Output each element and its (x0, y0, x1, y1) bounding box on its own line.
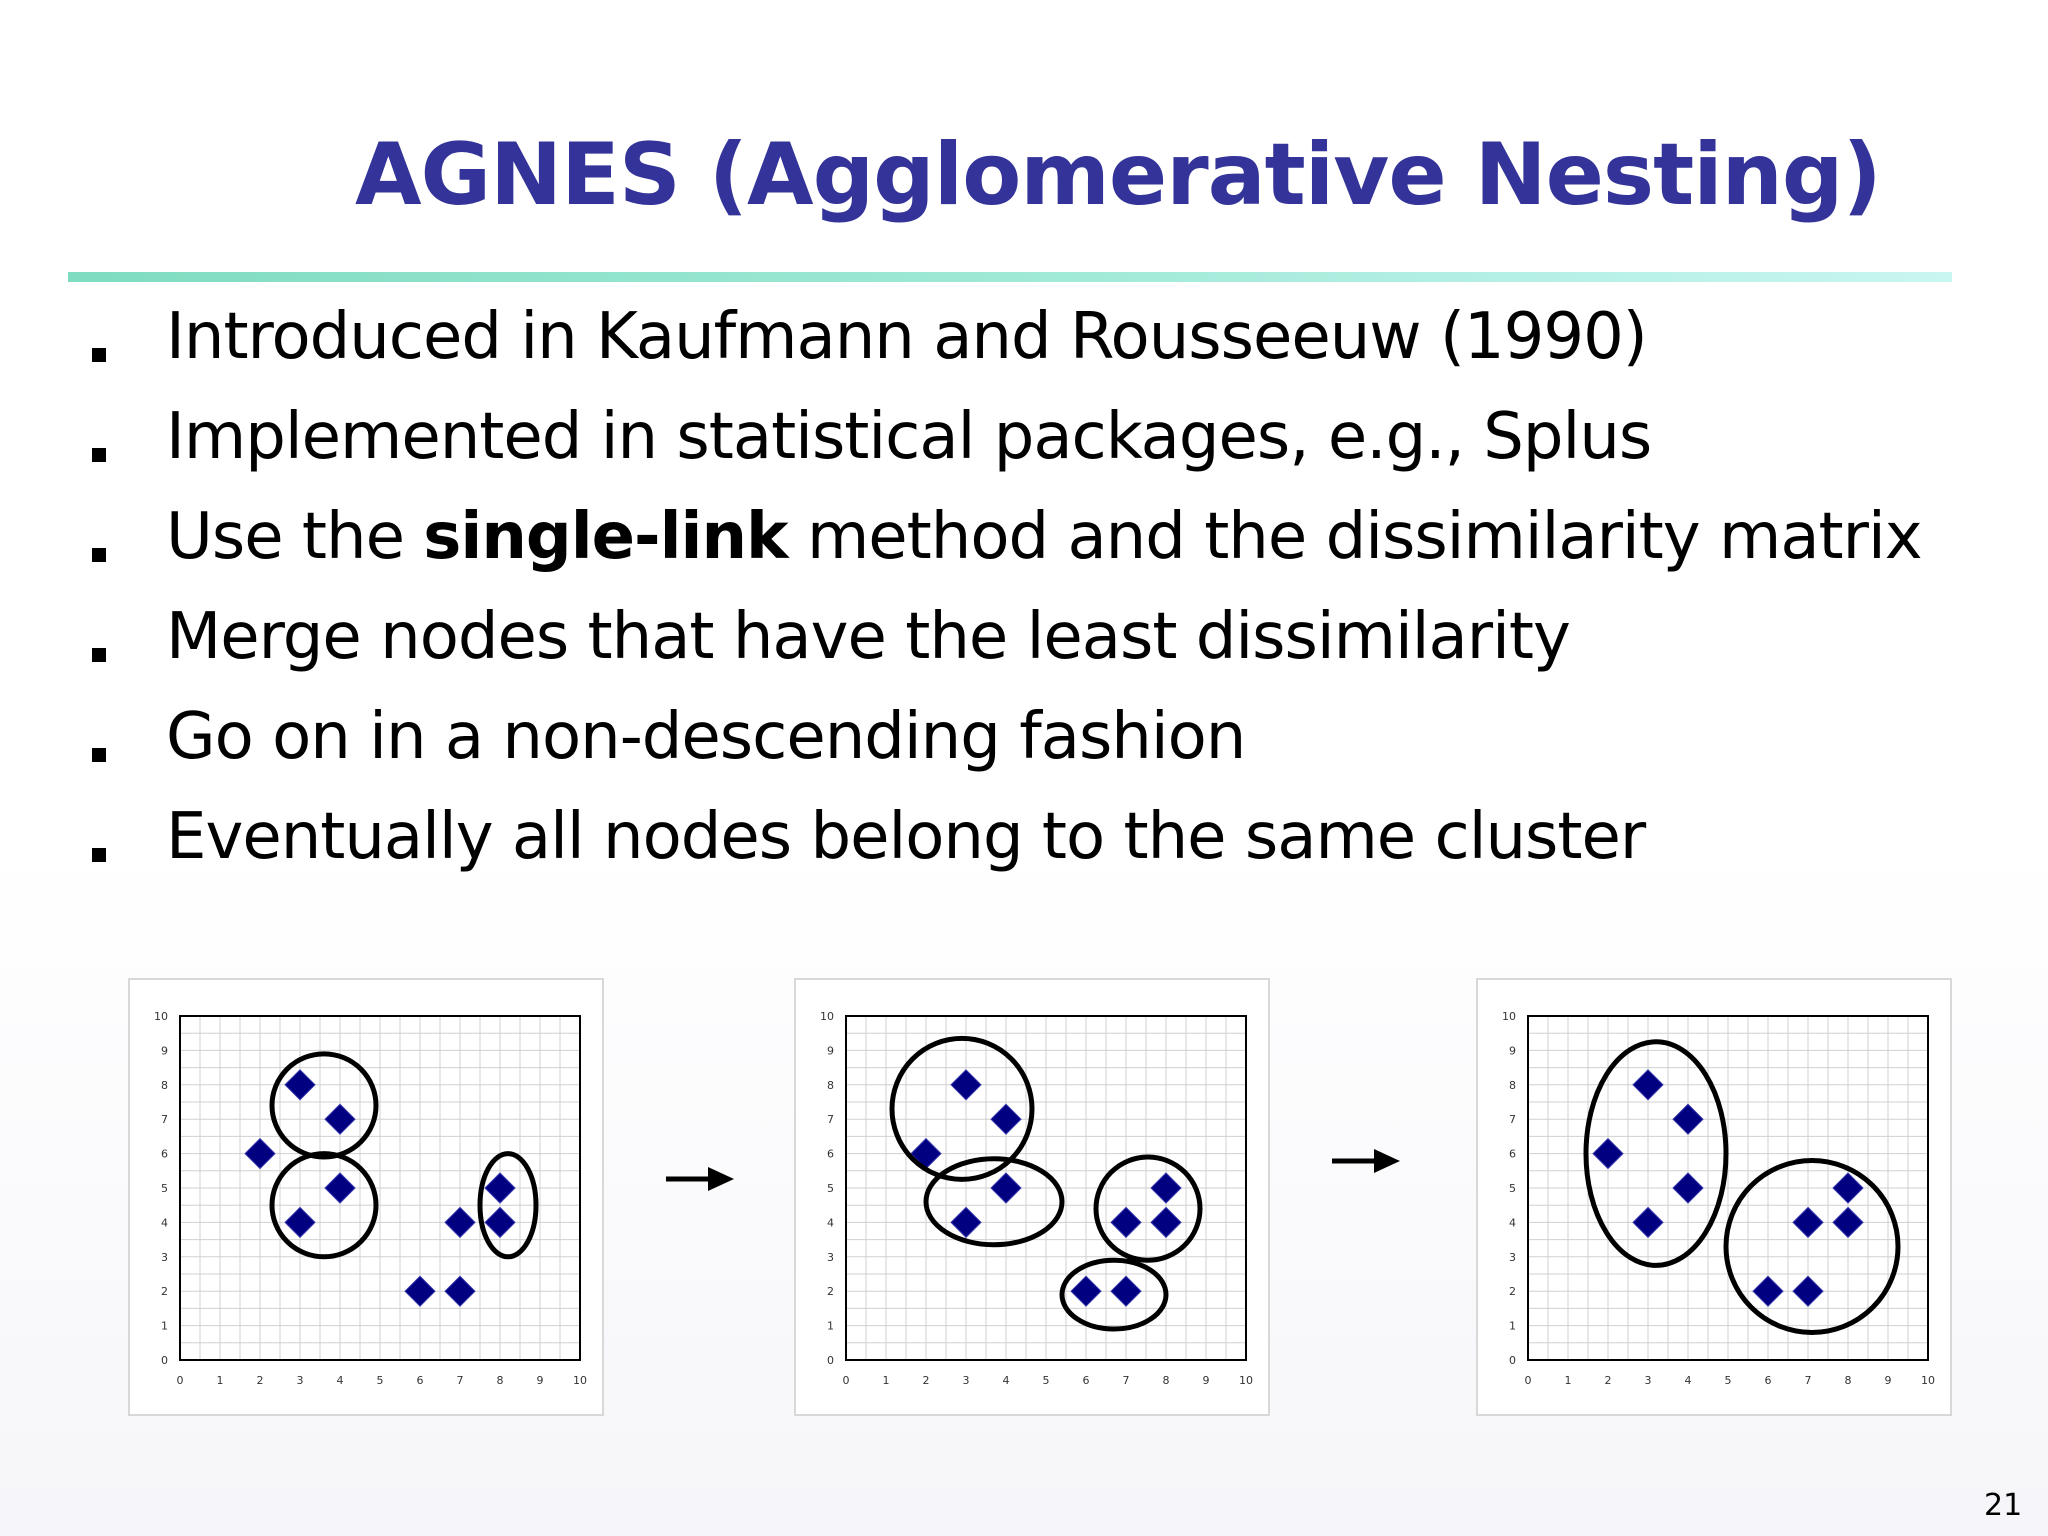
x-tick-label: 0 (842, 1374, 850, 1387)
x-tick-label: 10 (1239, 1374, 1253, 1387)
x-tick-label: 4 (1684, 1374, 1692, 1387)
scatter-chart-step-2 (796, 980, 1268, 1414)
bullet-text-end: method and the dissimilarity matrix (787, 500, 1922, 574)
bullet-item (0, 700, 2000, 790)
data-point-diamond (1593, 1139, 1623, 1169)
y-tick-label: 10 (820, 1010, 834, 1023)
x-tick-label: 4 (336, 1374, 344, 1387)
y-tick-label: 5 (827, 1182, 834, 1195)
x-tick-label: 7 (1122, 1374, 1130, 1387)
bullet-square-icon (92, 748, 106, 762)
bullet-text: Introduced in Kaufmann and Rousseeuw (1990) (166, 300, 1647, 374)
x-tick-label: 3 (962, 1374, 970, 1387)
bullet-item (0, 500, 2000, 590)
y-tick-label: 1 (827, 1319, 834, 1333)
data-point-diamond (1151, 1173, 1181, 1203)
cluster-ellipse (1726, 1160, 1898, 1332)
data-point-diamond (1673, 1104, 1703, 1134)
y-tick-label: 9 (1509, 1044, 1516, 1058)
x-tick-label: 9 (1884, 1374, 1892, 1387)
slide-title: AGNES (Agglomerative Nesting) (355, 125, 1881, 225)
x-tick-label: 9 (536, 1374, 544, 1387)
x-tick-label: 9 (1202, 1374, 1210, 1387)
y-tick-label: 0 (1509, 1354, 1516, 1367)
y-tick-label: 3 (1509, 1250, 1516, 1264)
right-arrow-icon (664, 1162, 736, 1196)
bullet-square-icon (92, 448, 106, 462)
bullet-item (0, 800, 2000, 890)
data-point-diamond (405, 1276, 435, 1306)
x-tick-label: 4 (1002, 1374, 1010, 1387)
y-tick-label: 2 (1509, 1285, 1516, 1299)
y-tick-label: 2 (161, 1285, 168, 1299)
page-number: 21 (1984, 1488, 2023, 1523)
y-tick-label: 6 (827, 1147, 834, 1161)
bullet-square-icon (92, 348, 106, 362)
data-point-diamond (485, 1173, 515, 1203)
data-point-diamond (1071, 1276, 1101, 1306)
x-tick-label: 6 (416, 1374, 424, 1387)
y-tick-label: 9 (827, 1044, 834, 1058)
data-point-diamond (1833, 1207, 1863, 1237)
y-tick-label: 0 (161, 1354, 168, 1367)
bullet-item (0, 600, 2000, 690)
scatter-panel-step-2 (794, 978, 1270, 1416)
x-tick-label: 2 (1604, 1374, 1612, 1387)
y-tick-label: 6 (1509, 1147, 1516, 1161)
y-tick-label: 4 (161, 1216, 168, 1230)
scatter-chart-step-1 (130, 980, 602, 1414)
data-point-diamond (445, 1207, 475, 1237)
bullet-text-start: Use the (166, 500, 424, 574)
y-tick-label: 7 (161, 1113, 168, 1127)
data-point-diamond (445, 1276, 475, 1306)
y-tick-label: 8 (827, 1078, 834, 1092)
x-tick-label: 7 (1804, 1374, 1812, 1387)
x-tick-label: 5 (376, 1374, 384, 1387)
scatter-panel-step-3 (1476, 978, 1952, 1416)
y-tick-label: 7 (827, 1113, 834, 1127)
data-point-diamond (1833, 1173, 1863, 1203)
x-tick-label: 5 (1042, 1374, 1050, 1387)
data-point-diamond (1111, 1207, 1141, 1237)
x-tick-label: 0 (1524, 1374, 1532, 1387)
bullet-item (0, 300, 2000, 390)
data-point-diamond (285, 1070, 315, 1100)
data-point-diamond (1111, 1276, 1141, 1306)
x-tick-label: 1 (882, 1374, 890, 1387)
x-tick-label: 3 (1644, 1374, 1652, 1387)
x-tick-label: 10 (1921, 1374, 1935, 1387)
y-tick-label: 5 (161, 1182, 168, 1195)
x-tick-label: 10 (573, 1374, 587, 1387)
y-tick-label: 8 (161, 1078, 168, 1092)
y-tick-label: 3 (827, 1250, 834, 1264)
x-tick-label: 8 (496, 1374, 504, 1387)
x-tick-label: 5 (1724, 1374, 1732, 1387)
y-tick-label: 9 (161, 1044, 168, 1058)
data-point-diamond (1633, 1207, 1663, 1237)
y-tick-label: 1 (161, 1319, 168, 1333)
x-tick-label: 3 (296, 1374, 304, 1387)
x-tick-label: 8 (1162, 1374, 1170, 1387)
data-point-diamond (991, 1173, 1021, 1203)
y-tick-label: 8 (1509, 1078, 1516, 1092)
x-tick-label: 6 (1082, 1374, 1090, 1387)
x-tick-label: 6 (1764, 1374, 1772, 1387)
right-arrow-icon (1330, 1144, 1402, 1178)
x-tick-label: 1 (216, 1374, 224, 1387)
data-point-diamond (485, 1207, 515, 1237)
bullet-text: Merge nodes that have the least dissimilarity (166, 600, 1570, 674)
scatter-panel-step-1 (128, 978, 604, 1416)
y-tick-label: 5 (1509, 1182, 1516, 1195)
data-point-diamond (1151, 1207, 1181, 1237)
bullet-text: Eventually all nodes belong to the same cluster (166, 800, 1646, 874)
data-point-diamond (991, 1104, 1021, 1134)
y-tick-label: 4 (1509, 1216, 1516, 1230)
y-tick-label: 10 (1502, 1010, 1516, 1023)
y-tick-label: 1 (1509, 1319, 1516, 1333)
x-tick-label: 7 (456, 1374, 464, 1387)
data-point-diamond (1633, 1070, 1663, 1100)
x-tick-label: 1 (1564, 1374, 1572, 1387)
bullet-square-icon (92, 648, 106, 662)
y-tick-label: 4 (827, 1216, 834, 1230)
data-point-diamond (1793, 1276, 1823, 1306)
data-point-diamond (325, 1173, 355, 1203)
data-point-diamond (1753, 1276, 1783, 1306)
y-tick-label: 6 (161, 1147, 168, 1161)
data-point-diamond (1793, 1207, 1823, 1237)
data-point-diamond (1673, 1173, 1703, 1203)
y-tick-label: 10 (154, 1010, 168, 1023)
data-point-diamond (951, 1207, 981, 1237)
x-tick-label: 2 (256, 1374, 264, 1387)
scatter-chart-step-3 (1478, 980, 1950, 1414)
cluster-ellipse (1096, 1157, 1200, 1260)
bullet-square-icon (92, 848, 106, 862)
x-tick-label: 0 (176, 1374, 184, 1387)
data-point-diamond (245, 1139, 275, 1169)
bullet-text: Go on in a non-descending fashion (166, 700, 1246, 774)
bullet-text-bold: single-link (423, 500, 788, 574)
bullet-text (166, 500, 1922, 574)
data-point-diamond (285, 1207, 315, 1237)
y-tick-label: 2 (827, 1285, 834, 1299)
bullet-item (0, 400, 2000, 490)
bullet-text: Implemented in statistical packages, e.g., Splus (166, 400, 1652, 474)
y-tick-label: 7 (1509, 1113, 1516, 1127)
y-tick-label: 0 (827, 1354, 834, 1367)
y-tick-label: 3 (161, 1250, 168, 1264)
title-divider (68, 272, 1952, 282)
x-tick-label: 8 (1844, 1374, 1852, 1387)
x-tick-label: 2 (922, 1374, 930, 1387)
data-point-diamond (951, 1070, 981, 1100)
bullet-square-icon (92, 548, 106, 562)
data-point-diamond (325, 1104, 355, 1134)
